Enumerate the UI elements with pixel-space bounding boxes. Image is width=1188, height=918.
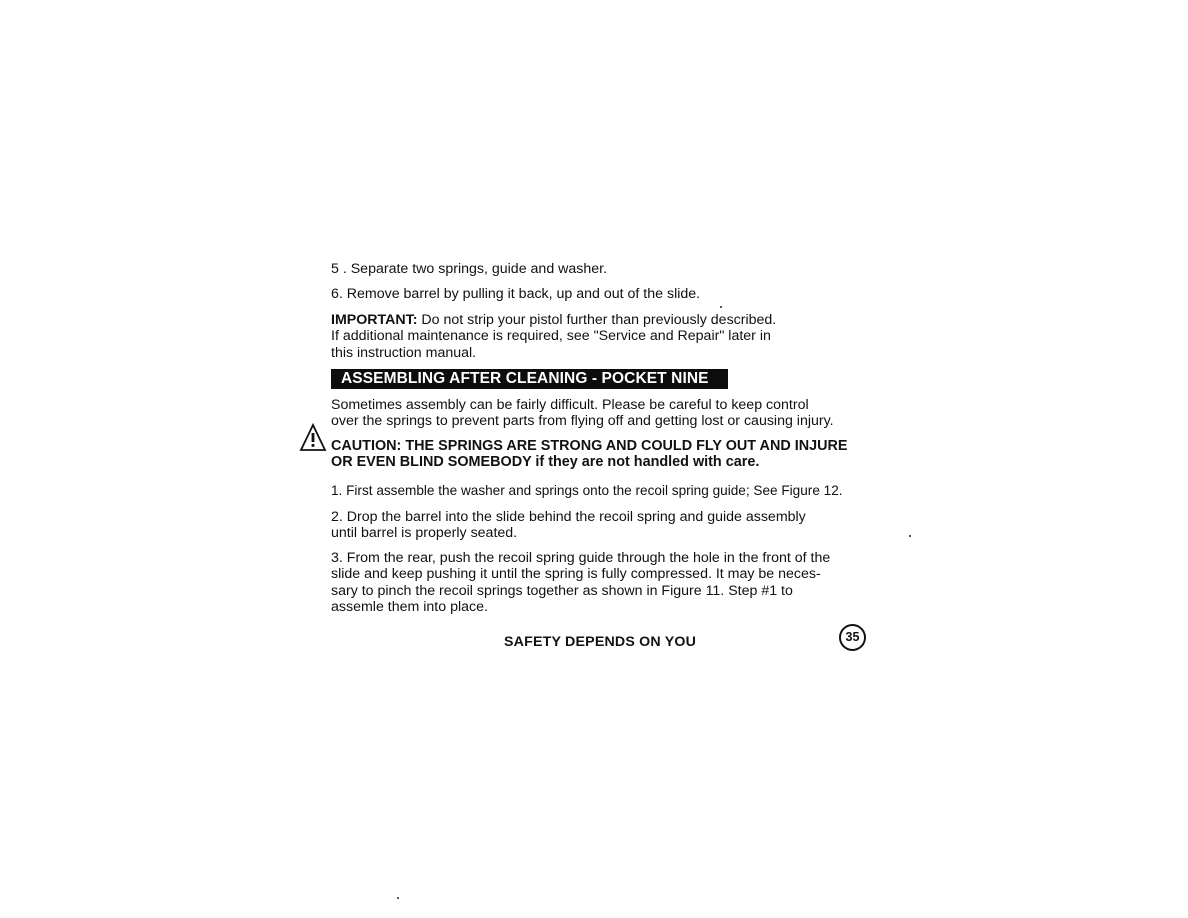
step-2-line-1: 2. Drop the barrel into the slide behind the recoil spring and guide assembly	[331, 509, 806, 525]
step-3	[331, 550, 830, 616]
important-note	[331, 312, 776, 361]
step-3-line-4: assemle them into place.	[331, 599, 488, 616]
step-3-line-1: 3. From the rear, push the recoil spring guide through the hole in the front of the	[331, 550, 831, 566]
step-3-line-3: sary to pinch the recoil springs together as shown in Figure 11. Step #1 to	[331, 582, 793, 599]
important-label: IMPORTANT:	[331, 312, 418, 328]
step-2	[331, 509, 806, 542]
step-6: 6. Remove barrel by pulling it back, up and out of the slide.	[331, 286, 701, 302]
step-3-line-2: slide and keep pushing it until the spring is fully compressed. It may be neces-	[331, 566, 821, 583]
caution-label: CAUTION:	[331, 438, 402, 454]
section-heading: ASSEMBLING AFTER CLEANING - POCKET NINE	[331, 369, 728, 389]
step-2-line-2: until barrel is properly seated.	[331, 525, 518, 542]
intro-line-1: Sometimes assembly can be fairly difficult. Please be careful to keep control	[331, 397, 809, 413]
step-5: 5 . Separate two springs, guide and washer.	[331, 261, 608, 277]
intro-line-2: over the springs to prevent parts from flying off and getting lost or causing injury.	[331, 413, 834, 430]
scan-speck	[720, 306, 722, 308]
caution-line-1: THE SPRINGS ARE STRONG AND COULD FLY OUT AND INJURE	[405, 438, 848, 454]
page-number: 35	[839, 624, 866, 651]
important-line-2: If additional maintenance is required, see "Service and Repair" later in	[331, 328, 771, 345]
caution-note	[331, 438, 848, 471]
scan-speck	[397, 897, 399, 899]
warning-triangle-icon	[299, 423, 327, 453]
intro-paragraph	[331, 397, 834, 430]
important-line-3: this instruction manual.	[331, 344, 477, 361]
step-1: 1. First assemble the washer and springs onto the recoil spring guide; See Figure 12.	[331, 483, 843, 498]
important-line-1: Do not strip your pistol further than previously described.	[421, 312, 777, 328]
scan-speck	[909, 535, 911, 537]
footer-slogan: SAFETY DEPENDS ON YOU	[504, 634, 697, 650]
caution-line-2: OR EVEN BLIND SOMEBODY if they are not handled with care.	[331, 454, 760, 471]
